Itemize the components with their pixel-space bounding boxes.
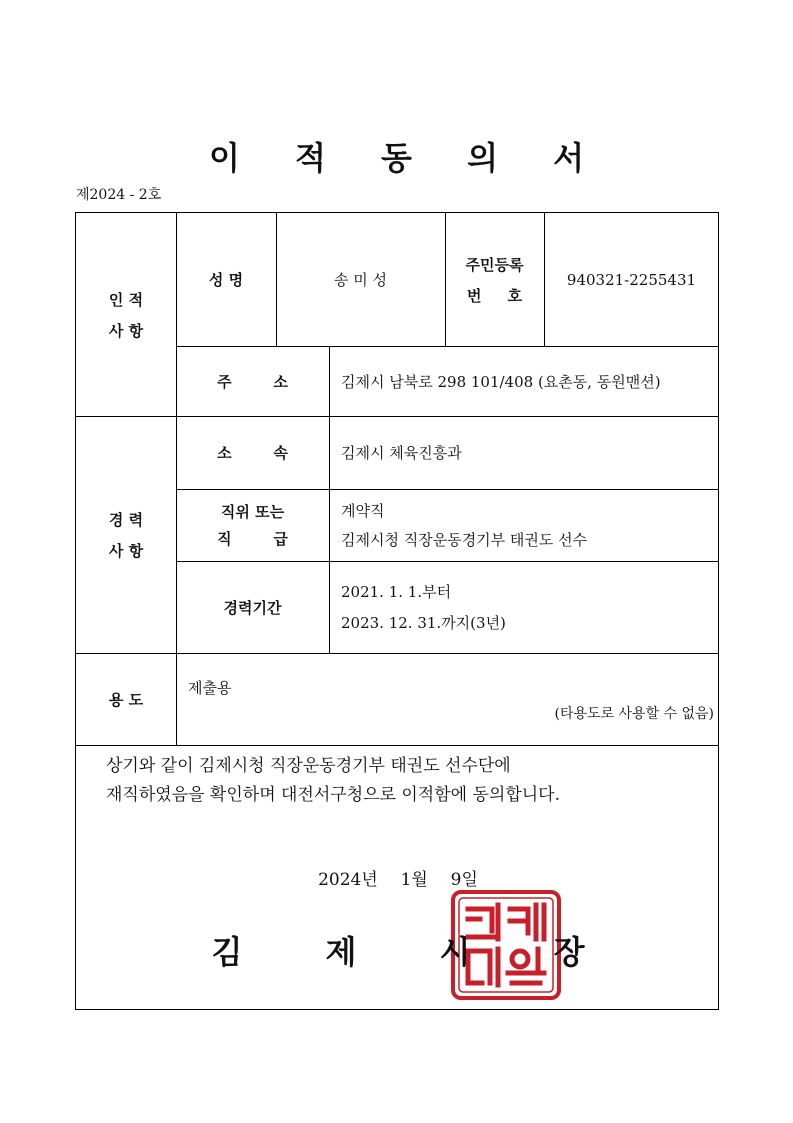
rrn-label <box>445 213 544 346</box>
personal-label-line2: 사 항 <box>108 321 144 340</box>
consent-form-table <box>75 212 719 1010</box>
document-title: 이 적 동 의 서 <box>208 139 607 177</box>
issuer-name: 김 제 시 장 <box>211 933 621 971</box>
career-label-line2: 사 항 <box>108 541 144 560</box>
rrn-label-line1: 주민등록 <box>465 255 524 274</box>
personal-label-line1: 인 적 <box>108 290 144 309</box>
address-value: 김제시 남북로 298 101/408 (요촌동, 동원맨션) <box>341 372 661 391</box>
period-line1: 2021. 1. 1.부터 <box>341 583 452 601</box>
affiliation-label: 소 속 <box>217 444 288 462</box>
career-label-line1: 경 력 <box>108 510 144 529</box>
position-label <box>176 489 329 561</box>
statement-line1: 상기와 같이 김제시청 직장운동경기부 태권도 선수단에 <box>106 756 511 776</box>
position-value <box>329 489 719 561</box>
statement-text <box>106 752 560 810</box>
usage-value: 제출용 <box>188 679 232 697</box>
usage-note: (타용도로 사용할 수 없음) <box>554 706 714 722</box>
period-value <box>329 561 719 653</box>
statement-line2: 재직하였음을 확인하며 대전서구청으로 이적함에 동의합니다. <box>106 785 560 805</box>
position-value-line2: 김제시청 직장운동경기부 태권도 선수 <box>341 531 588 549</box>
rrn-label-line2: 번 호 <box>466 286 523 305</box>
period-line2: 2023. 12. 31.까지(3년) <box>341 614 506 632</box>
position-label-line1: 직위 또는 <box>220 503 285 521</box>
usage-label: 용 도 <box>108 690 144 709</box>
name-value: 송 미 성 <box>333 271 387 289</box>
affiliation-value: 김제시 체육진흥과 <box>341 444 462 462</box>
career-section-label <box>76 416 176 653</box>
period-label: 경력기간 <box>223 598 282 617</box>
issue-date: 2024년 1월 9일 <box>318 870 478 890</box>
personal-section-label <box>76 213 176 416</box>
address-label: 주 소 <box>217 372 288 391</box>
rrn-value: 940321-2255431 <box>566 270 697 289</box>
position-value-line1: 계약직 <box>341 502 385 520</box>
document-number: 제2024 - 2호 <box>76 187 162 203</box>
name-label: 성 명 <box>208 271 244 289</box>
position-label-line2: 직 급 <box>217 530 288 548</box>
